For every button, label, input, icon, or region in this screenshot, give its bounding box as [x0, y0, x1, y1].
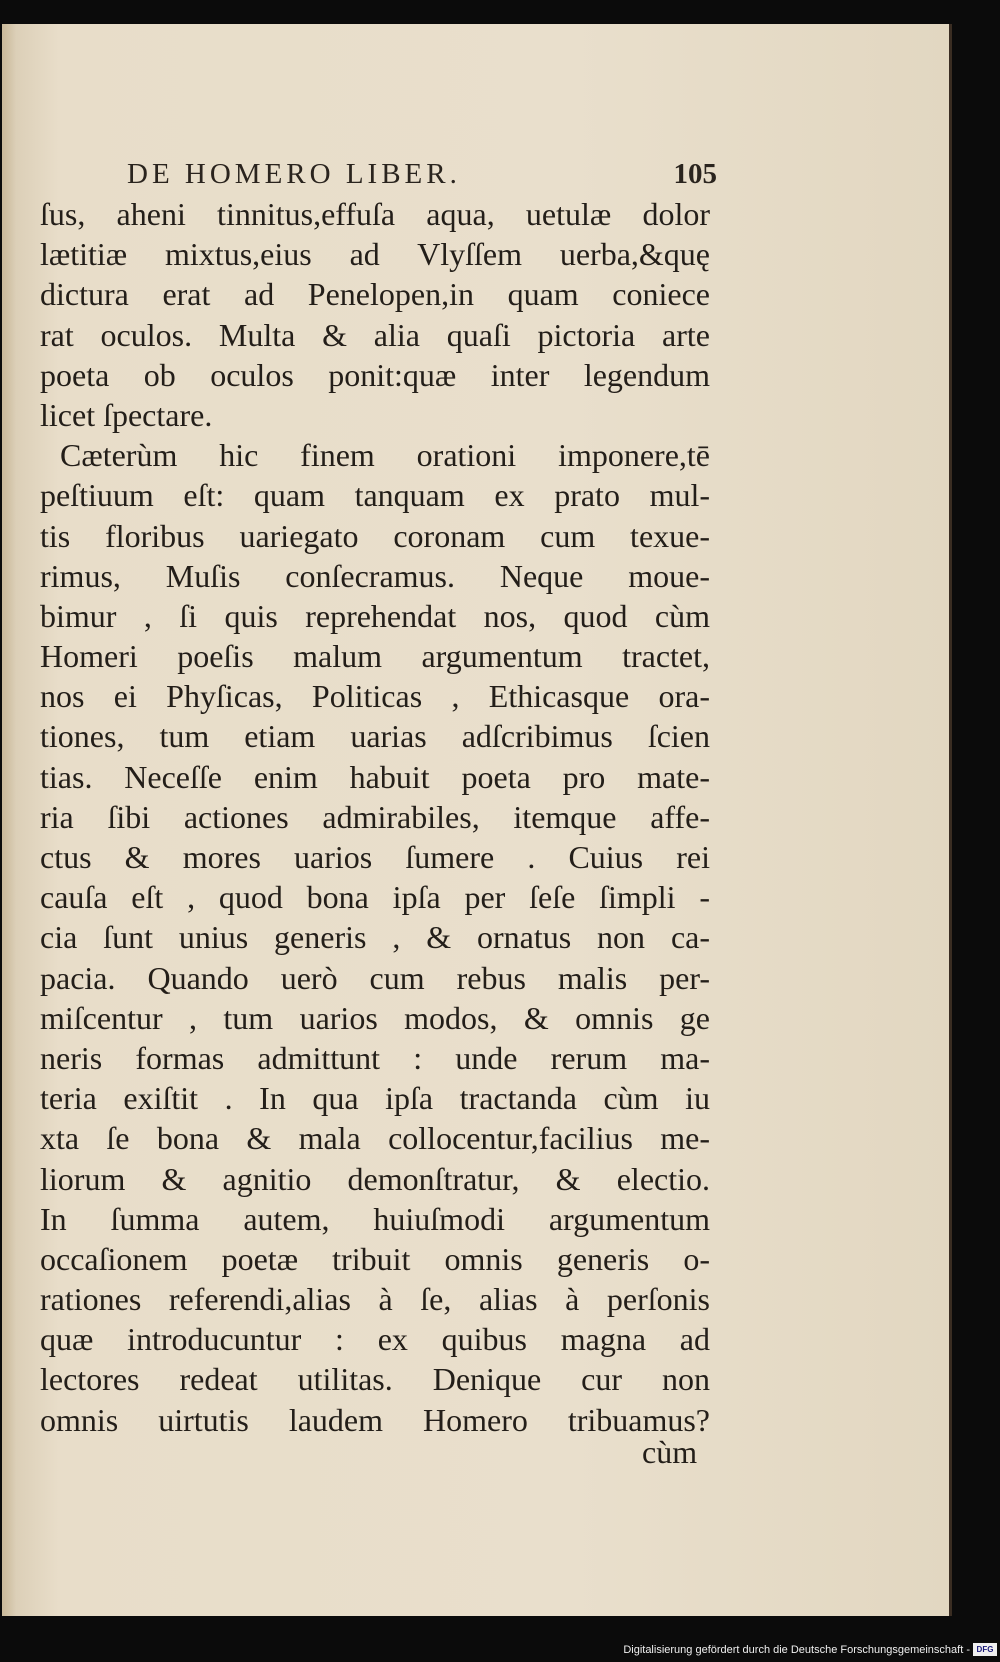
- text-line: liorum & agnitio demonſtratur, & electio.: [40, 1160, 710, 1197]
- text-line: ſus, aheni tinnitus,effuſa aqua, uetulæ dolor: [40, 196, 710, 232]
- book-page: [2, 24, 952, 1616]
- body-text: [40, 194, 710, 1440]
- text-line: bimur , ſi quis reprehendat nos, quod cùm: [40, 597, 710, 634]
- text-line: ria ſibi actiones admirabiles, itemque affe-: [40, 798, 710, 835]
- running-title: DE HOMERO LIBER.: [127, 158, 461, 190]
- text-line: cauſa eſt , quod bona ipſa per ſeſe ſimpli -: [40, 879, 710, 916]
- text-line: tiones, tum etiam uarias adſcribimus ſcien: [40, 718, 710, 755]
- page-gutter-shadow: [2, 24, 16, 1616]
- text-line: lectores redeat utilitas. Denique cur non: [40, 1361, 710, 1398]
- text-line: teria exiſtit . In qua ipſa tractanda cùm iu: [40, 1080, 710, 1117]
- text-line: Homeri poeſis malum argumentum tractet,: [40, 638, 710, 675]
- text-line: lætitiæ mixtus,eius ad Vlyſſem uerba,&quę: [40, 236, 710, 273]
- text-line: In ſumma autem, huiuſmodi argumentum: [40, 1200, 710, 1237]
- text-line-paragraph-start: Cæterùm hic finem orationi imponere,tē: [60, 437, 710, 474]
- text-line: tias. Neceſſe enim habuit poeta pro mate-: [40, 758, 710, 795]
- text-line: occaſionem poetæ tribuit omnis generis o-: [40, 1240, 710, 1277]
- text-line: peſtiuum eſt: quam tanquam ex prato mul-: [40, 477, 710, 514]
- page-number: 105: [673, 158, 717, 190]
- text-line: pacia. Quando uerò cum rebus malis per-: [40, 959, 710, 996]
- text-line: xta ſe bona & mala collocentur,facilius me-: [40, 1120, 710, 1157]
- text-line: tis floribus uariegato coronam cum texue-: [40, 517, 710, 554]
- text-line: rat oculos. Multa & alia quaſi pictoria arte: [40, 316, 710, 353]
- dfg-logo-icon: DFG: [973, 1643, 997, 1656]
- text-line: poeta ob oculos ponit:quæ inter legendum: [40, 356, 710, 393]
- catchword: cùm: [642, 1434, 698, 1470]
- text-line: rationes referendi,alias à ſe, alias à perſonis: [40, 1281, 710, 1318]
- text-line: rimus, Muſis conſecramus. Neque moue-: [40, 557, 710, 594]
- text-line: dictura erat ad Penelopen,in quam coniece: [40, 276, 710, 313]
- text-line: cia ſunt unius generis , & ornatus non ca-: [40, 919, 710, 956]
- text-line: neris formas admittunt : unde rerum ma-: [40, 1039, 710, 1076]
- text-line: ctus & mores uarios ſumere . Cuius rei: [40, 839, 710, 875]
- text-line: miſcentur , tum uarios modos, & omnis ge: [40, 999, 710, 1036]
- text-line: quæ introducuntur : ex quibus magna ad: [40, 1321, 710, 1358]
- digitization-credit: Digitalisierung gefördert durch die Deutsche Forschungsgemeinschaft -: [623, 1644, 970, 1656]
- text-line: licet ſpectare.: [40, 396, 213, 433]
- text-line: nos ei Phyſicas, Politicas , Ethicasque ora-: [40, 678, 710, 715]
- text-line: omnis uirtutis laudem Homero tribuamus?: [40, 1401, 710, 1438]
